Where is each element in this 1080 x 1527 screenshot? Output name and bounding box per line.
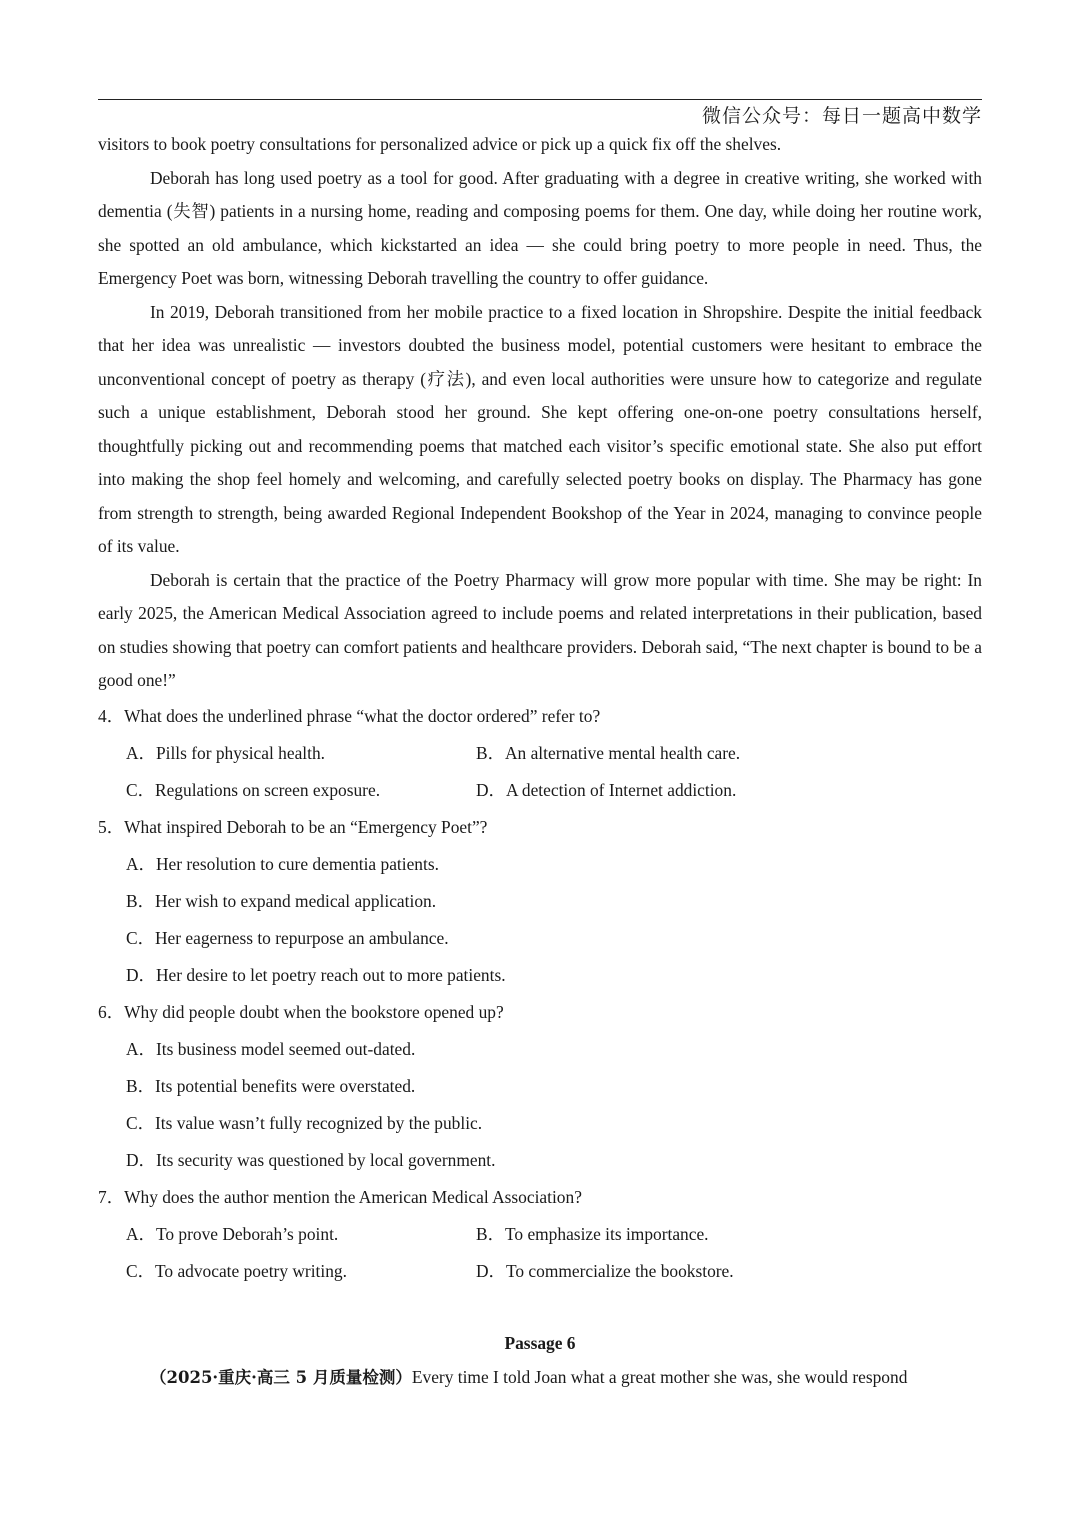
paragraph-future: Deborah is certain that the practice of the Poetry Pharmacy will grow more popular with time. She may be right: In early 2025, the American Medical Association agreed to include poems and related interpretations in their publication, based on studies showing that poetry can comfort patients and healthcare providers. Deborah said, “The next chapter is bound to be a good one!” — [98, 569, 982, 690]
passage-source-tag: （2025·重庆·高三 5 月质量检测） — [150, 1367, 412, 1387]
question-stem: 6．Why did people doubt when the bookstore opened up? — [98, 1001, 504, 1022]
option-a: A．To prove Deborah’s point. — [126, 1223, 339, 1244]
question-stem: 7．Why does the author mention the American Medical Association? — [98, 1186, 582, 1207]
question-5 — [98, 809, 982, 994]
paragraph-deborah-background: Deborah has long used poetry as a tool for good. After graduating with a degree in creative writing, she worked with dementia (失智) patients in a nursing home, reading and composing poems for them. One day, while doing her routine work, she spotted an old ambulance, which kickstarted an idea — she could bring poetry to more people in need. Thus, the Emergency Poet was born, witnessing Deborah travelling the country to offer guidance. — [98, 167, 982, 288]
option-a: A．Pills for physical health. — [126, 742, 325, 763]
question-4 — [98, 698, 982, 809]
option-b: B．To emphasize its importance. — [476, 1223, 709, 1244]
paragraph-shropshire: In 2019, Deborah transitioned from her mobile practice to a fixed location in Shropshire. Despite the initial feedback that her idea was unrealistic — investors doubted the business model, potential customers were hesitant to embrace the unconventional concept of poetry as therapy (疗法), and even local authorities were unsure how to categorize and regulate such a unique establishment, Deborah stood her ground. She kept offering one-on-one poetry consultations herself, thoughtfully picking out and recommending poems that matched each visitor’s specific emotional state. She also put effort into making the shop feel homely and welcoming, and carefully selected poetry books on display. The Pharmacy has gone from strength to strength, being awarded Regional Independent Bookshop of the Year in 2024, managing to convince people of its value. — [98, 301, 982, 556]
passage-6-text: Every time I told Joan what a great mother she was, she would respond — [411, 1366, 908, 1387]
option-d: D．Her desire to let poetry reach out to more patients. — [126, 964, 506, 985]
option-a: A．Her resolution to cure dementia patients. — [126, 853, 439, 874]
passage-6-title: Passage 6 — [504, 1332, 576, 1353]
question-stem: 4．What does the underlined phrase “what the doctor ordered” refer to? — [98, 705, 601, 726]
option-c: C．To advocate poetry writing. — [126, 1260, 347, 1281]
header-divider — [98, 99, 982, 100]
passage-6-first-line — [98, 1360, 982, 1395]
option-d: D．A detection of Internet addiction. — [476, 779, 737, 800]
option-a: A．Its business model seemed out-dated. — [126, 1038, 416, 1059]
question-stem: 5．What inspired Deborah to be an “Emergency Poet”? — [98, 816, 488, 837]
content-body — [98, 128, 982, 1395]
option-c: C．Its value wasn’t fully recognized by the public. — [126, 1112, 483, 1133]
question-7 — [98, 1179, 982, 1290]
option-c: C．Regulations on screen exposure. — [126, 779, 381, 800]
option-b: B．An alternative mental health care. — [476, 742, 741, 763]
option-d: D．Its security was questioned by local government. — [126, 1149, 496, 1170]
option-b: B．Its potential benefits were overstated. — [126, 1075, 416, 1096]
option-d: D．To commercialize the bookstore. — [476, 1260, 734, 1281]
option-c: C．Her eagerness to repurpose an ambulance. — [126, 927, 449, 948]
question-6 — [98, 994, 982, 1179]
option-b: B．Her wish to expand medical application. — [126, 890, 437, 911]
paragraph-continued: visitors to book poetry consultations for personalized advice or pick up a quick fix off the shelves. — [98, 134, 782, 154]
header-wechat-label: 微信公众号：每日一题高中数学 — [701, 105, 982, 127]
